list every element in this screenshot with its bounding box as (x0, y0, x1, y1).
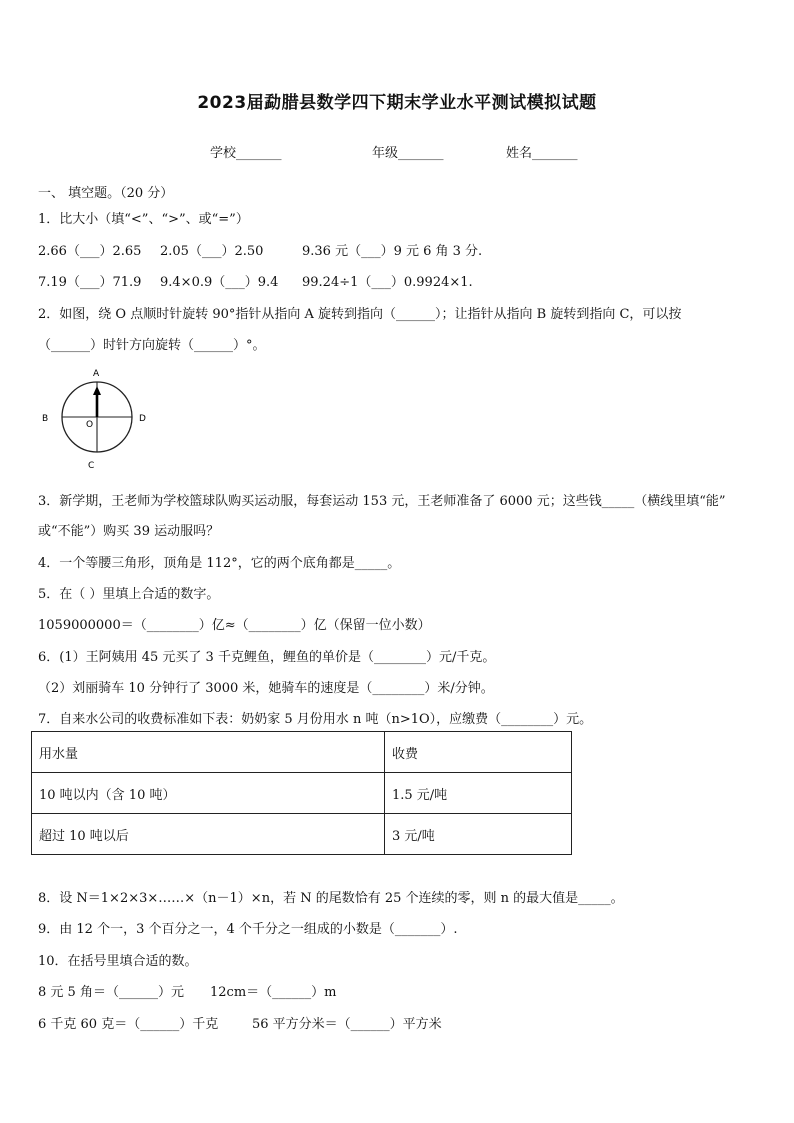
question-2-line1: 2．如图，绕 O 点顺时针旋转 90°指针从指向 A 旋转到指向（______）；让指针从指向 B 旋转到指向 C，可以按 (38, 307, 682, 322)
question-5-line: 1059000000＝（________）亿≈（________）亿（保留一位小数） (38, 618, 431, 633)
question-6-part2: （2）刘丽骑车 10 分钟行了 3000 米，她骑车的速度是（________）米/分钟。 (38, 681, 494, 696)
table-cell: 超过 10 吨以后 (32, 814, 385, 855)
q1-item: 2.05（___）2.50 (160, 244, 264, 259)
q1-item: 9.36 元（___）9 元 6 角 3 分. (302, 244, 483, 259)
q1-item: 9.4×0.9（___）9.4 (160, 275, 279, 290)
question-4: 4．一个等腰三角形，顶角是 112°，它的两个底角都是_____。 (38, 556, 401, 571)
q10-item: 8 元 5 角＝（______）元 (38, 985, 184, 1000)
label-o: O (86, 420, 94, 430)
school-field: 学校_______ (210, 146, 282, 161)
table-cell: 3 元/吨 (385, 814, 572, 855)
table-row (32, 814, 572, 855)
question-6-part1: 6．(1）王阿姨用 45 元买了 3 千克鲤鱼，鲤鱼的单价是（________）元/千克。 (38, 650, 496, 665)
question-5-prompt: 5．在（ ）里填上合适的数字。 (38, 587, 220, 602)
question-3-line1: 3．新学期，王老师为学校篮球队购买运动服，每套运动 153 元，王老师准备了 6000 元；这些钱_____（横线里填“能” (38, 494, 726, 509)
label-c: C (88, 461, 95, 471)
q1-item: 99.24÷1（___）0.9924×1. (302, 275, 473, 290)
table-cell: 1.5 元/吨 (385, 773, 572, 814)
question-8: 8．设 N＝1×2×3×……×（n－1）×n，若 N 的尾数恰有 25 个连续的零，则 n 的最大值是_____。 (38, 891, 624, 906)
water-fee-table (31, 731, 572, 855)
label-b: B (42, 414, 49, 424)
q10-item: 6 千克 60 克＝（______）千克 (38, 1017, 219, 1032)
compass-figure (30, 360, 160, 475)
question-2-line2: （______）时针方向旋转（______）°。 (38, 338, 266, 353)
label-d: D (139, 414, 146, 424)
table-row (32, 732, 572, 773)
table-cell: 用水量 (32, 732, 385, 773)
question-9: 9．由 12 个一，3 个百分之一，4 个千分之一组成的小数是（_______）. (38, 922, 458, 937)
question-7-prompt: 7．自来水公司的收费标准如下表：奶奶家 5 月份用水 n 吨（n>1O），应缴费（________）元。 (38, 712, 593, 727)
question-3-line2: 或“不能”）购买 39 运动服吗？ (38, 524, 220, 539)
question-10-prompt: 10．在括号里填合适的数。 (38, 954, 198, 969)
q10-item: 12cm＝（______）m (210, 985, 337, 1000)
section-heading: 一、 填空题。（20 分） (38, 186, 174, 201)
q1-item: 2.66（___）2.65 (38, 244, 142, 259)
label-a: A (93, 369, 100, 379)
pointer-arrowhead (93, 386, 101, 395)
table-cell: 10 吨以内（含 10 吨） (32, 773, 385, 814)
table-cell: 收费 (385, 732, 572, 773)
table-row (32, 773, 572, 814)
grade-field: 年级_______ (372, 146, 444, 161)
q1-item: 7.19（___）71.9 (38, 275, 142, 290)
name-field: 姓名_______ (506, 146, 578, 161)
page-title: 2023届勐腊县数学四下期末学业水平测试模拟试题 (197, 93, 597, 113)
question-1-prompt: 1．比大小（填“<”、“>”、或“=”） (38, 212, 249, 227)
q10-item: 56 平方分米＝（______）平方米 (252, 1017, 442, 1032)
